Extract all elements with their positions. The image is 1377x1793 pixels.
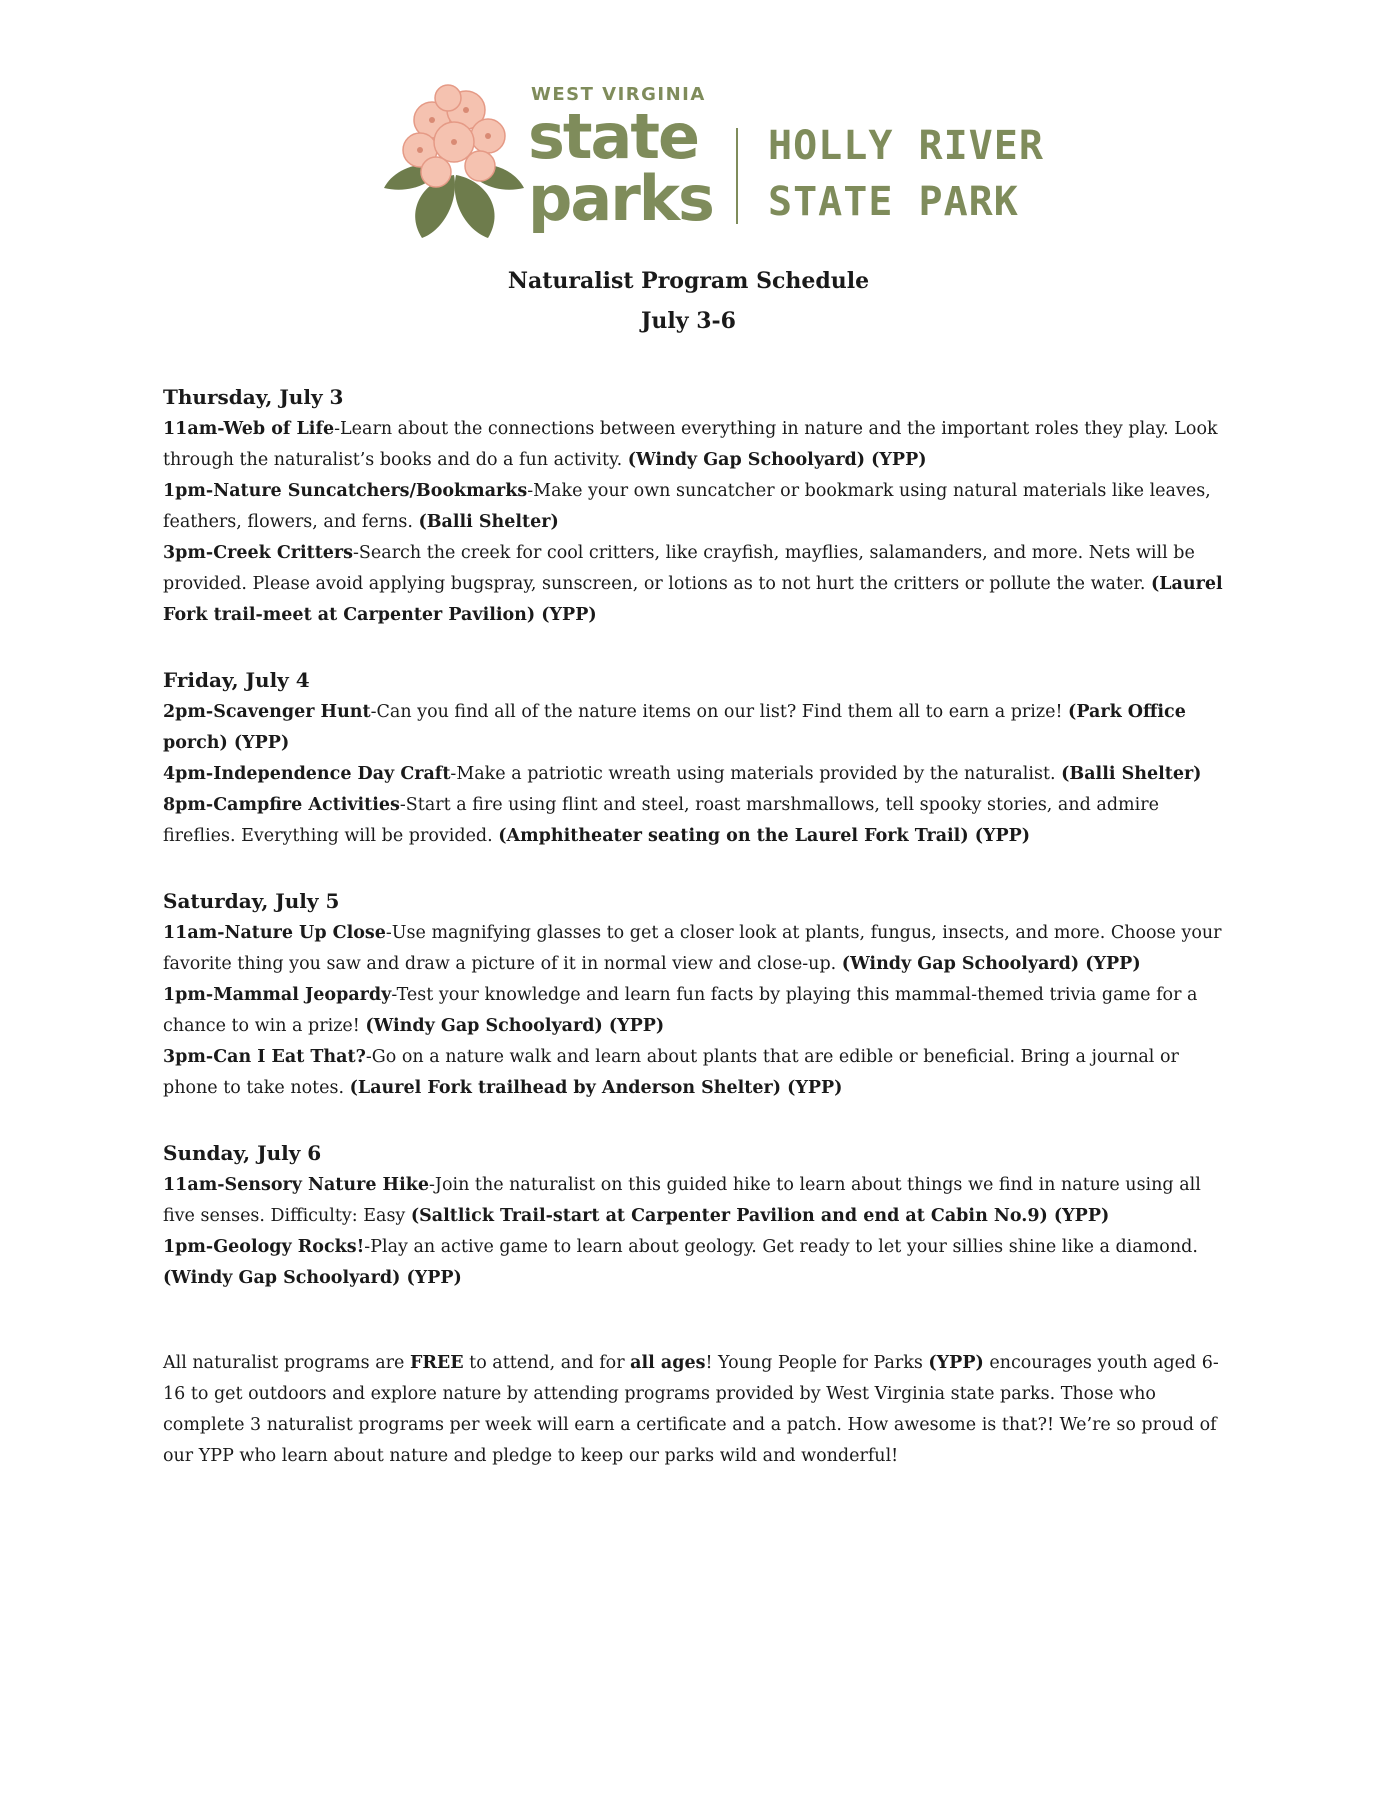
event-location: (Windy Gap Schoolyard) (YPP)	[627, 450, 927, 470]
logo-divider	[736, 128, 738, 224]
footer-text: ! Young People for Parks	[705, 1353, 929, 1373]
event-location: (Laurel Fork trailhead by Anderson Shelter) (YPP)	[349, 1078, 843, 1098]
event-location: (Windy Gap Schoolyard) (YPP)	[365, 1016, 665, 1036]
event-description: -Go on a nature walk and learn about plants that are edible or beneficial. Bring a journal or phone to take notes.	[163, 1047, 1179, 1098]
event-item	[163, 476, 1223, 538]
event-time-title: 1pm-Mammal Jeopardy	[163, 985, 392, 1005]
event-description: -Test your knowledge and learn fun facts by playing this mammal-themed trivia game for a chance to win a prize!	[163, 985, 1198, 1036]
event-item	[163, 1232, 1223, 1294]
event-description: -Use magnifying glasses to get a closer look at plants, fungus, insects, and more. Choose your favorite thing you saw and draw a picture of it in normal view and close-up.	[163, 923, 1222, 974]
footer-text: encourages youth aged 6-16 to get outdoors and explore nature by attending programs provided by West Virginia state parks. Those who complete 3 naturalist programs per week will earn a certificate and a patch. How awesome is that?! We’re so proud of our YPP who learn about nature and pledge to keep our parks wild and wonderful!	[163, 1353, 1219, 1466]
logo-state: state	[528, 100, 699, 173]
event-description: -Search the creek for cool critters, like crayfish, mayflies, salamanders, and more. Nets will be provided. Please avoid applying bugspray, sunscreen, or lotions as to not hurt the critters or pollute the water.	[163, 543, 1195, 594]
footer-note	[163, 1348, 1223, 1472]
event-location: (Balli Shelter)	[418, 512, 559, 532]
event-item	[163, 414, 1223, 476]
event-time-title: 3pm-Can I Eat That?	[163, 1047, 366, 1067]
event-location: (Windy Gap Schoolyard) (YPP)	[841, 954, 1141, 974]
day-thursday	[163, 380, 1223, 631]
event-description: -Make your own suncatcher or bookmark using natural materials like leaves, feathers, flowers, and ferns.	[163, 481, 1211, 532]
event-time-title: 1pm-Nature Suncatchers/Bookmarks	[163, 481, 528, 501]
day-sunday	[163, 1136, 1223, 1294]
event-time-title: 11am-Nature Up Close	[163, 923, 386, 943]
event-item	[163, 538, 1223, 631]
event-time-title: 2pm-Scavenger Hunt	[163, 702, 371, 722]
logo-holly-river: HOLLY RIVER	[768, 123, 1044, 169]
day-friday	[163, 663, 1223, 852]
event-item	[163, 1170, 1223, 1232]
event-description: -Join the naturalist on this guided hike to learn about things we find in nature using all five senses. Difficulty: Easy	[163, 1175, 1201, 1226]
footer-free: FREE	[409, 1353, 464, 1373]
event-location: (Park Office porch) (YPP)	[163, 702, 1186, 753]
event-time-title: 11am-Sensory Nature Hike	[163, 1175, 430, 1195]
event-time-title: 8pm-Campfire Activities	[163, 795, 400, 815]
event-description: -Learn about the connections between everything in nature and the important roles they play. Look through the naturalist’s books and do a fun activity.	[163, 419, 1218, 470]
page-title: Naturalist Program Schedule	[507, 268, 870, 294]
event-description: -Make a patriotic wreath using materials provided by the naturalist.	[450, 764, 1062, 784]
event-description: -Can you find all of the nature items on our list? Find them all to earn a prize!	[370, 702, 1069, 722]
day-saturday	[163, 884, 1223, 1104]
page-subtitle-dates: July 3-6	[641, 308, 736, 334]
event-location: (Saltlick Trail-start at Carpenter Pavilion and end at Cabin No.9) (YPP)	[410, 1206, 1110, 1226]
footer-all-ages: all ages	[630, 1353, 706, 1373]
event-description: -Play an active game to learn about geology. Get ready to let your sillies shine like a diamond.	[364, 1237, 1198, 1257]
event-time-title: 3pm-Creek Critters	[163, 543, 353, 563]
schedule-content	[163, 380, 1223, 1472]
day-heading: Saturday, July 5	[163, 889, 340, 913]
event-description: -Start a fire using flint and steel, roast marshmallows, tell spooky stories, and admire fireflies. Everything will be provided.	[163, 795, 1159, 846]
event-item	[163, 1042, 1223, 1104]
logo-west-virginia: WEST VIRGINIA	[531, 84, 706, 105]
event-item	[163, 980, 1223, 1042]
event-item	[163, 759, 1223, 790]
event-item	[163, 918, 1223, 980]
day-heading: Thursday, July 3	[163, 385, 344, 409]
event-time-title: 1pm-Geology Rocks!	[163, 1237, 365, 1257]
event-location: (Balli Shelter)	[1061, 764, 1202, 784]
event-time-title: 4pm-Independence Day Craft	[163, 764, 451, 784]
event-item	[163, 790, 1223, 852]
event-location: (Amphitheater seating on the Laurel Fork Trail) (YPP)	[498, 826, 1031, 846]
footer-text: to attend, and for	[463, 1353, 631, 1373]
day-heading: Sunday, July 6	[163, 1141, 322, 1165]
event-location: (Laurel Fork trail-meet at Carpenter Pavilion) (YPP)	[163, 574, 1223, 625]
logo-state-park: STATE PARK	[768, 179, 1019, 225]
rhododendron-icon	[384, 80, 524, 240]
logo-parks: parks	[528, 162, 713, 235]
footer-text: All naturalist programs are	[163, 1353, 410, 1373]
day-heading: Friday, July 4	[163, 668, 310, 692]
footer-ypp: (YPP)	[928, 1353, 984, 1373]
event-item	[163, 697, 1223, 759]
event-location: (Windy Gap Schoolyard) (YPP)	[163, 1268, 462, 1288]
park-logo	[384, 80, 1044, 240]
event-time-title: 11am-Web of Life	[163, 419, 335, 439]
